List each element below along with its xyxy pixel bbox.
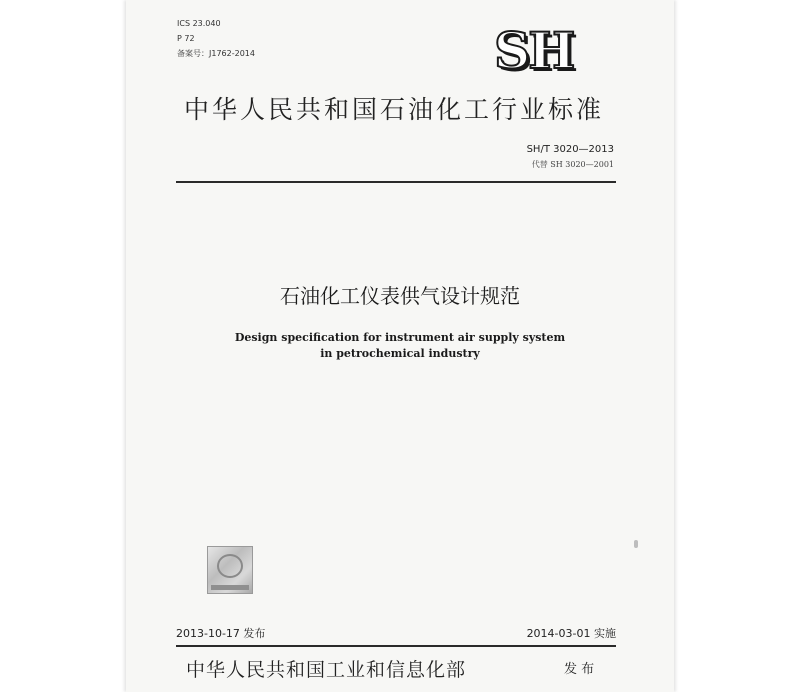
page-edge-mark	[634, 540, 638, 548]
effective-date: 2014-03-01 实施	[526, 627, 616, 640]
footer-divider	[176, 645, 616, 647]
replaced-standard: 代替 SH 3020—2001	[531, 160, 614, 169]
document-title-english	[126, 330, 674, 362]
seal-ring-icon	[217, 554, 243, 578]
header-divider	[176, 181, 616, 183]
ics-code: ICS 23.040	[177, 19, 221, 28]
industry-standard-heading: 中华人民共和国石油化工行业标准	[184, 95, 605, 124]
classification-code: P 72	[177, 34, 195, 43]
standard-number: SH/T 3020—2013	[526, 144, 614, 155]
issuing-label: 发 布	[564, 662, 595, 677]
seal-band	[211, 585, 249, 590]
record-number: 备案号：J1762-2014	[177, 49, 255, 58]
date-row	[176, 626, 616, 642]
hologram-seal-icon	[207, 546, 253, 594]
document-title-chinese: 石油化工仪表供气设计规范	[280, 284, 520, 308]
sh-logo: SH	[494, 21, 574, 80]
english-title-line-2: in petrochemical industry	[320, 347, 480, 360]
classification-block	[177, 16, 255, 61]
issue-date: 2013-10-17 发布	[176, 627, 266, 640]
issuing-authority: 中华人民共和国工业和信息化部	[186, 659, 467, 681]
english-title-line-1: Design specification for instrument air supply system	[234, 331, 566, 344]
